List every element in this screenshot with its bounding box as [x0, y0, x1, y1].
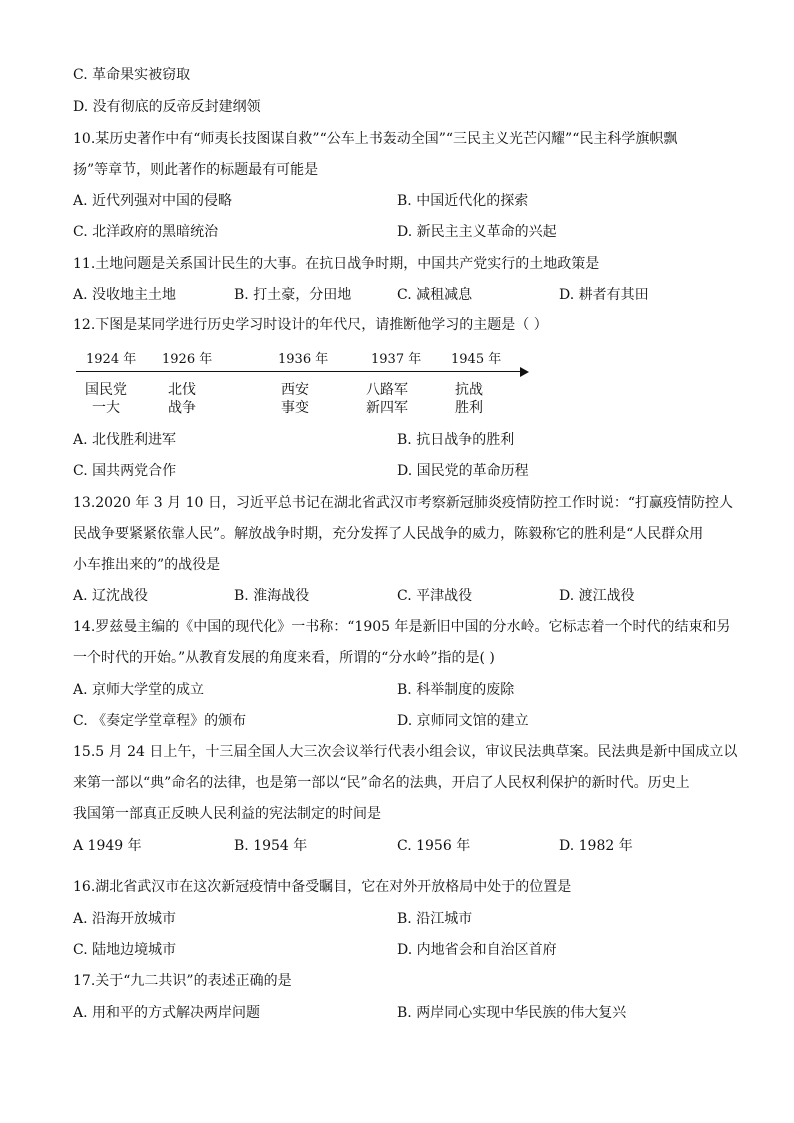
q14-option-d: D. 京师同文馆的建立	[397, 713, 529, 729]
q11-option-c: C. 减租减息	[397, 287, 473, 303]
timeline-event-line: 一大	[92, 400, 120, 416]
timeline-year-1936: 1936 年	[278, 352, 329, 367]
q15-option-a: A 1949 年	[73, 838, 142, 854]
timeline-year-1945: 1945 年	[451, 352, 502, 367]
q16-stem: 16.湖北省武汉市在这次新冠疫情中备受瞩目，它在对外开放格局中处于的位置是	[73, 879, 572, 895]
timeline-event	[357, 381, 417, 417]
timeline-ruler	[73, 344, 533, 420]
q9-option-d: D. 没有彻底的反帝反封建纲领	[73, 99, 261, 115]
q14-stem-line1: 14.罗兹曼主编的《中国的现代化》一书称：“1905 年是新旧中国的分水岭。它标志着一个时代的结束和另	[73, 619, 731, 635]
q10-option-d: D. 新民主主义革命的兴起	[397, 224, 557, 240]
q14-stem-line2: 一个时代的开始。”从教育发展的角度来看，所谓的“分水岭”指的是( )	[73, 650, 495, 666]
timeline-year-1937: 1937 年	[371, 352, 422, 367]
q15-stem-line2: 来第一部以“典”命名的法律，也是第一部以“民”命名的法典，开启了人民权利保护的新时代。历史上	[73, 775, 690, 791]
timeline-axis	[76, 371, 522, 372]
q14-option-b: B. 科举制度的废除	[397, 682, 515, 698]
q14-option-a: A. 京师大学堂的成立	[73, 682, 205, 698]
timeline-year-1926: 1926 年	[162, 352, 213, 367]
q12-option-c: C. 国共两党合作	[73, 463, 177, 479]
q11-option-b: B. 打土豪，分田地	[234, 287, 352, 303]
timeline-event	[439, 381, 499, 417]
timeline-event-line: 事变	[281, 400, 309, 416]
q13-stem-line1: 13.2020 年 3 月 10 日，习近平总书记在湖北省武汉市考察新冠肺炎疫情防控工作时说：“打赢疫情防控人	[73, 495, 734, 511]
q10-option-a: A. 近代列强对中国的侵略	[73, 193, 233, 209]
q15-option-c: C. 1956 年	[397, 838, 471, 854]
q11-option-d: D. 耕者有其田	[559, 287, 649, 303]
timeline-event	[152, 381, 212, 417]
timeline-event-line: 北伐	[168, 382, 196, 398]
q12-option-a: A. 北伐胜利进军	[73, 432, 177, 448]
q17-stem: 17.关于“九二共识”的表述正确的是	[73, 973, 292, 989]
q15-stem-line1: 15.5 月 24 日上午，十三届全国人大三次会议举行代表小组会议，审议民法典草案。民法典是新中国成立以	[73, 744, 738, 760]
q16-option-d: D. 内地省会和自治区首府	[397, 942, 557, 958]
q12-option-d: D. 国民党的革命历程	[397, 463, 529, 479]
timeline-year-1924: 1924 年	[86, 352, 137, 367]
timeline-event-line: 新四军	[366, 400, 408, 416]
timeline-arrow-icon	[520, 367, 529, 377]
timeline-event-line: 胜利	[455, 400, 483, 416]
q16-option-a: A. 沿海开放城市	[73, 911, 177, 927]
q17-option-a: A. 用和平的方式解决两岸问题	[73, 1005, 261, 1021]
timeline-event-line: 抗战	[455, 382, 483, 398]
q10-stem-line2: 扬”等章节，则此著作的标题最有可能是	[73, 162, 319, 178]
q15-stem-line3: 我国第一部真正反映人民利益的宪法制定的时间是	[73, 806, 381, 822]
q13-option-b: B. 淮海战役	[234, 588, 310, 604]
q12-stem: 12.下图是某同学进行历史学习时设计的年代尺，请推断他学习的主题是（ ）	[73, 317, 548, 333]
q10-option-b: B. 中国近代化的探索	[397, 193, 529, 209]
q10-stem-line1: 10.某历史著作中有“师夷长技图谋自救”“公车上书轰动全国”“三民主义光芒闪耀”“民主科学旗帜飘	[73, 131, 678, 147]
q16-option-c: C. 陆地边境城市	[73, 942, 177, 958]
q13-stem-line3: 小车推出来的”的战役是	[73, 557, 221, 573]
q15-option-b: B. 1954 年	[234, 838, 308, 854]
q12-option-b: B. 抗日战争的胜利	[397, 432, 515, 448]
timeline-event	[76, 381, 136, 417]
timeline-event-line: 八路军	[366, 382, 408, 398]
timeline-event-line: 战争	[168, 400, 196, 416]
q11-stem: 11.土地问题是关系国计民生的大事。在抗日战争时期，中国共产党实行的土地政策是	[73, 256, 600, 272]
q17-option-b: B. 两岸同心实现中华民族的伟大复兴	[397, 1005, 627, 1021]
q11-option-a: A. 没收地主土地	[73, 287, 177, 303]
timeline-event-line: 国民党	[85, 382, 127, 398]
q14-option-c: C. 《奏定学堂章程》的颁布	[73, 713, 247, 729]
q13-option-a: A. 辽沈战役	[73, 588, 149, 604]
timeline-event	[265, 381, 325, 417]
q10-option-c: C. 北洋政府的黑暗统治	[73, 224, 219, 240]
q16-option-b: B. 沿江城市	[397, 911, 473, 927]
timeline-event-line: 西安	[281, 382, 309, 398]
q13-option-d: D. 渡江战役	[559, 588, 635, 604]
q9-option-c: C. 革命果实被窃取	[73, 67, 191, 83]
q15-option-d: D. 1982 年	[559, 838, 633, 854]
q13-option-c: C. 平津战役	[397, 588, 473, 604]
q13-stem-line2: 民战争要紧紧依靠人民”。解放战争时期，充分发挥了人民战争的威力，陈毅称它的胜利是“人民群众用	[73, 526, 704, 542]
